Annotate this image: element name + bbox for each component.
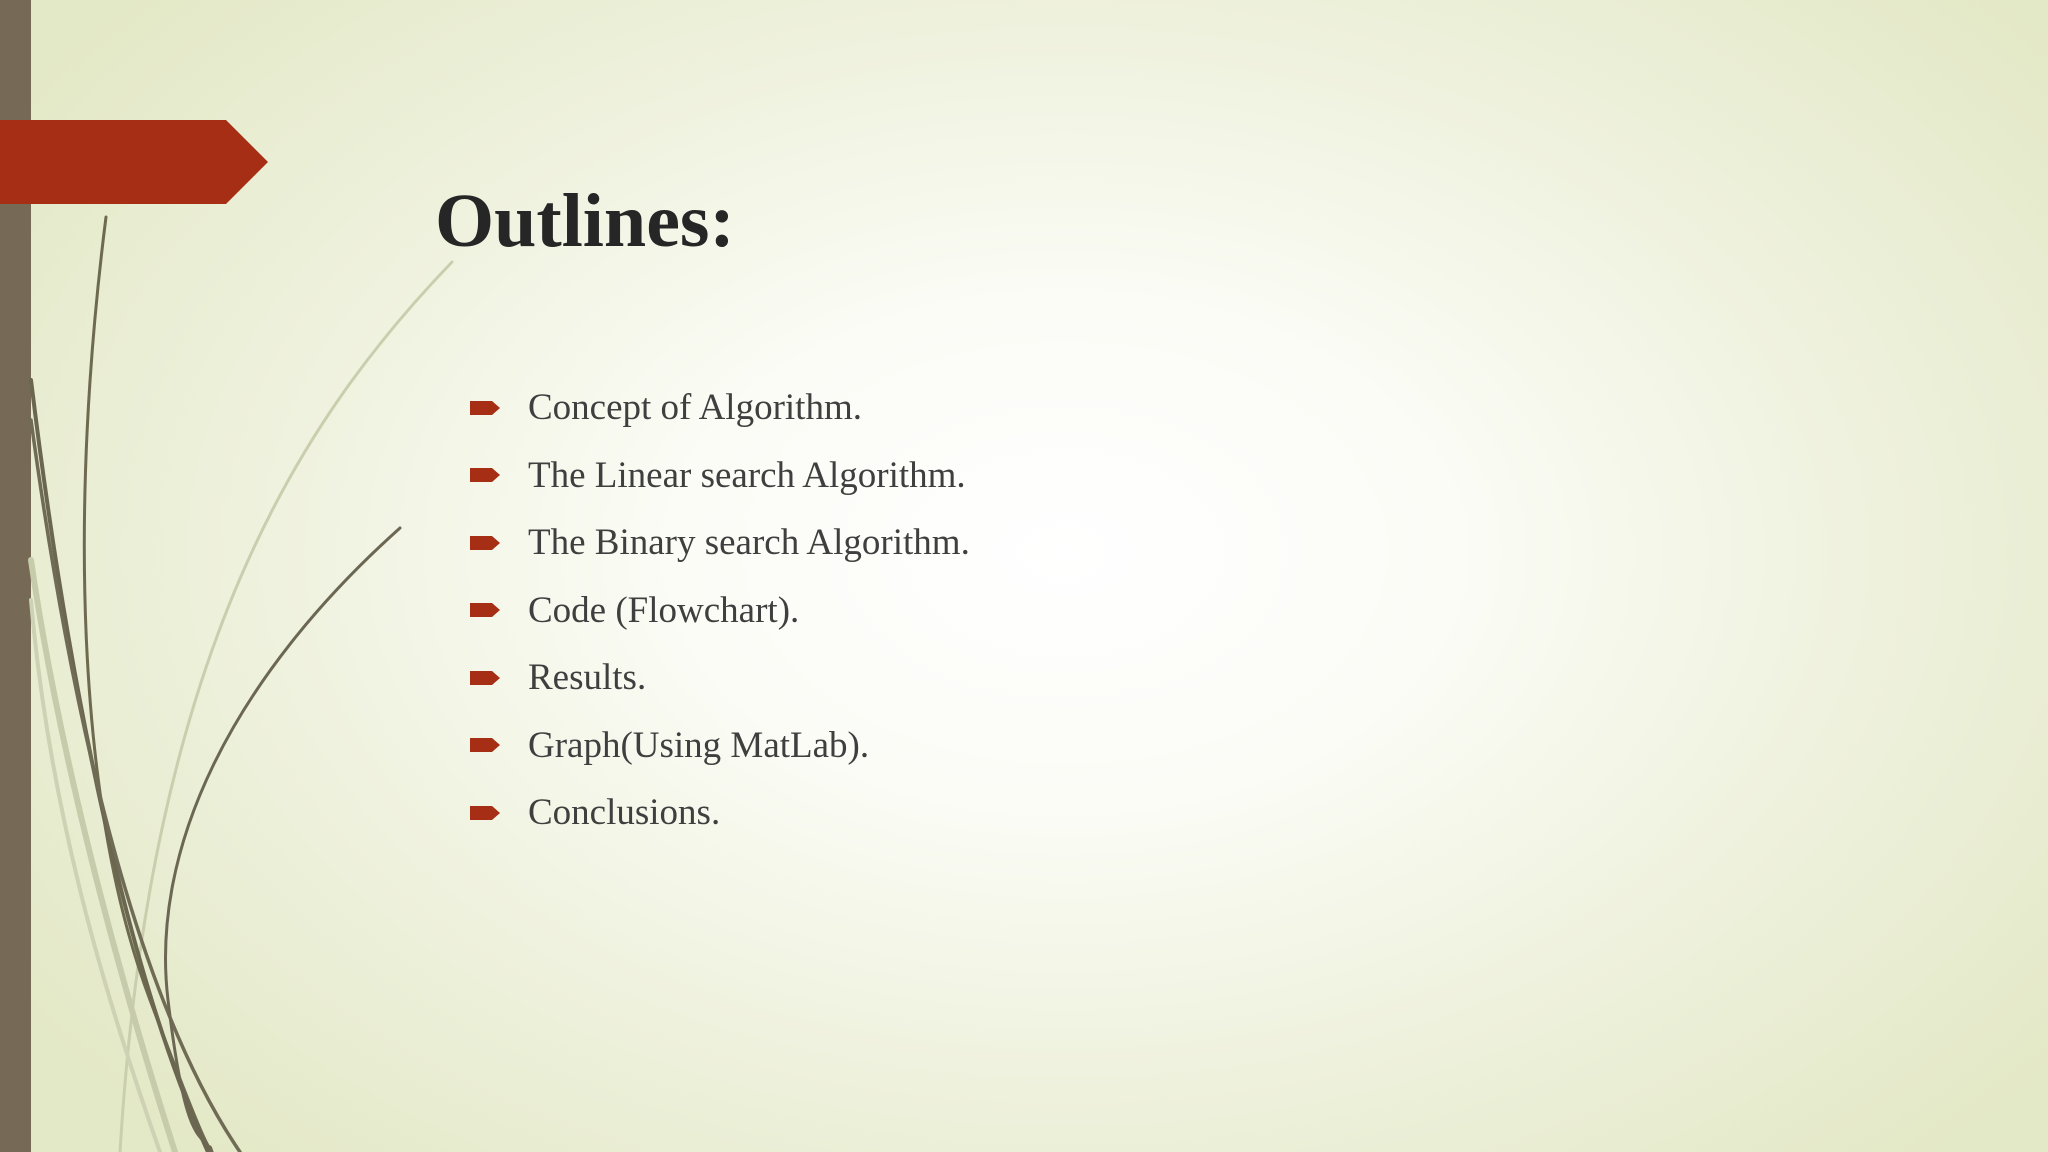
arrow-tag-icon: [470, 534, 502, 552]
list-item-text: Concept of Algorithm.: [528, 387, 862, 429]
list-item-text: Graph(Using MatLab).: [528, 724, 870, 766]
arrow-tag-icon: [470, 736, 502, 754]
list-item-text: Code (Flowchart).: [528, 589, 800, 631]
list-item-text: The Linear search Algorithm.: [528, 454, 966, 496]
arrow-tag-icon: [470, 399, 502, 417]
slide-title: Outlines:: [435, 179, 735, 263]
list-item-text: Results.: [528, 657, 647, 699]
list-item-text: The Binary search Algorithm.: [528, 522, 970, 564]
list-item: [470, 644, 970, 712]
list-item: [470, 374, 970, 442]
list-item-text: Conclusions.: [528, 792, 721, 834]
list-item: [470, 442, 970, 510]
list-item: [470, 509, 970, 577]
title-accent-arrow: [0, 120, 268, 204]
outline-list: [470, 374, 970, 847]
list-item: [470, 779, 970, 847]
list-item: [470, 712, 970, 780]
list-item: [470, 577, 970, 645]
arrow-tag-icon: [470, 466, 502, 484]
arrow-tag-icon: [470, 804, 502, 822]
arrow-tag-icon: [470, 601, 502, 619]
arrow-tag-icon: [470, 669, 502, 687]
